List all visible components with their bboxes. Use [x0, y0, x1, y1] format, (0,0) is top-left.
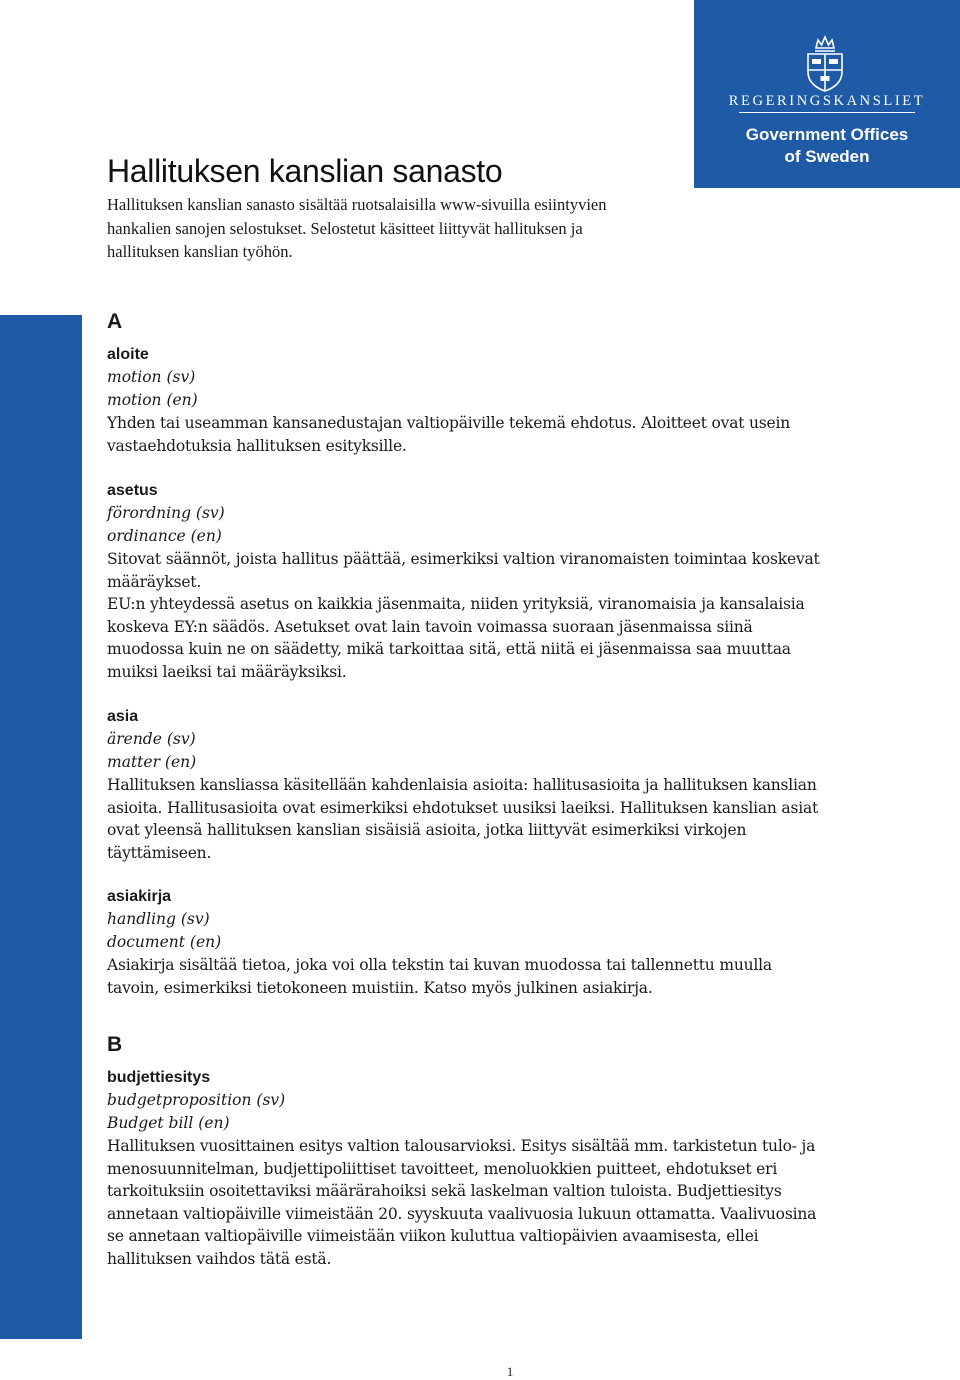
glossary-entry	[107, 343, 827, 457]
entry-definition: Sitovat säännöt, joista hallitus päättää, esimerkiksi valtion viranomaisten toimintaa koskevat määräykset.	[107, 550, 820, 591]
entry-swedish: handling (sv)	[107, 910, 210, 928]
entry-term: aloite	[107, 346, 149, 363]
logo-subtitle-line1: Government Offices	[745, 125, 909, 144]
logo-subtitle-line2: of Sweden	[784, 147, 870, 166]
intro-text: Hallituksen kanslian sanasto sisältää ruotsalaisilla www-sivuilla esiintyvien hankalien sanojen selostukset. Selostetut käsitteet liittyvät hallituksen ja hallituksen kanslian työhön.	[107, 195, 607, 261]
entry-swedish: förordning (sv)	[107, 504, 225, 522]
glossary-entry	[107, 705, 827, 864]
entry-definition: EU:n yhteydessä asetus on kaikkia jäsenmaita, niiden yrityksiä, viranomaisia ja kansalaisia koskeva EY:n säädös. Asetukset ovat lain tavoin voimassa suoraan jäsenmaissa siinä muodossa kuin ne on säädetty, mikä tarkoittaa sitä, että niitä ei jäsenmaissa saa muuttaa muiksi laeiksi tai määräyksiksi.	[107, 595, 805, 681]
logo-divider	[739, 112, 915, 113]
glossary-entry	[107, 479, 827, 684]
entry-english: document (en)	[107, 933, 222, 951]
entry-term: asia	[107, 708, 139, 725]
crown-three-crowns-shield-icon	[802, 34, 848, 94]
entry-swedish: budgetproposition (sv)	[107, 1091, 286, 1109]
logo-subtitle	[694, 124, 960, 168]
government-logo	[694, 0, 960, 188]
glossary-entry	[107, 1066, 827, 1271]
section-letter-b: B	[107, 1033, 123, 1056]
entry-definition: Hallituksen vuosittainen esitys valtion talousarvioksi. Esitys sisältää mm. tarkistetun tulo- ja menosuunnitelman, budjettipoliittiset tavoitteet, menoluokkien puitteet, ehdotukset eri tarkoituksiin osoitettaviksi määrärahoiksi sekä laskelman valtion tuloista. Budjettiesitys annetaan valtiopäiville viimeistään 20. syyskuuta vaalivuosia lukuun ottamatta. Vaalivuosina se annetaan valtiopäiville viimeistään viikon kuluttua valtiopäivien avaamisesta, ellei hallituksen vaihdos tätä estä.	[107, 1137, 817, 1268]
page-number: 1	[506, 1364, 514, 1379]
entry-definition: Asiakirja sisältää tietoa, joka voi olla tekstin tai kuvan muodossa tai tallennettu muulla tavoin, esimerkiksi tietokoneen muistiin. Katso myös julkinen asiakirja.	[107, 956, 772, 997]
entry-term: budjettiesitys	[107, 1069, 211, 1086]
entry-english: ordinance (en)	[107, 527, 222, 545]
entry-definition: Hallituksen kansliassa käsitellään kahdenlaisia asioita: hallitusasioita ja hallituksen kanslian asioita. Hallitusasioita ovat esimerkiksi ehdotukset uusiksi laeiksi. Hallituksen kanslian asiat ovat yleensä hallituksen kanslian sisäisiä asioita, jotka liittyvät esimerkiksi virkojen täyttämiseen.	[107, 776, 819, 862]
page-title: Hallituksen kanslian sanasto	[107, 153, 503, 189]
entry-english: matter (en)	[107, 753, 197, 771]
entry-english: Budget bill (en)	[107, 1114, 230, 1132]
glossary-entry	[107, 885, 827, 999]
entry-swedish: ärende (sv)	[107, 730, 196, 748]
entry-term: asetus	[107, 482, 158, 499]
section-letter-a: A	[107, 310, 123, 333]
entry-english: motion (en)	[107, 391, 198, 409]
entry-definition: Yhden tai useamman kansanedustajan valtiopäiville tekemä ehdotus. Aloitteet ovat usein vastaehdotuksia hallituksen esityksille.	[107, 414, 791, 455]
side-accent-bar	[0, 315, 82, 1339]
entry-swedish: motion (sv)	[107, 368, 196, 386]
entry-term: asiakirja	[107, 888, 172, 905]
logo-name: REGERINGSKANSLIET	[728, 93, 926, 109]
